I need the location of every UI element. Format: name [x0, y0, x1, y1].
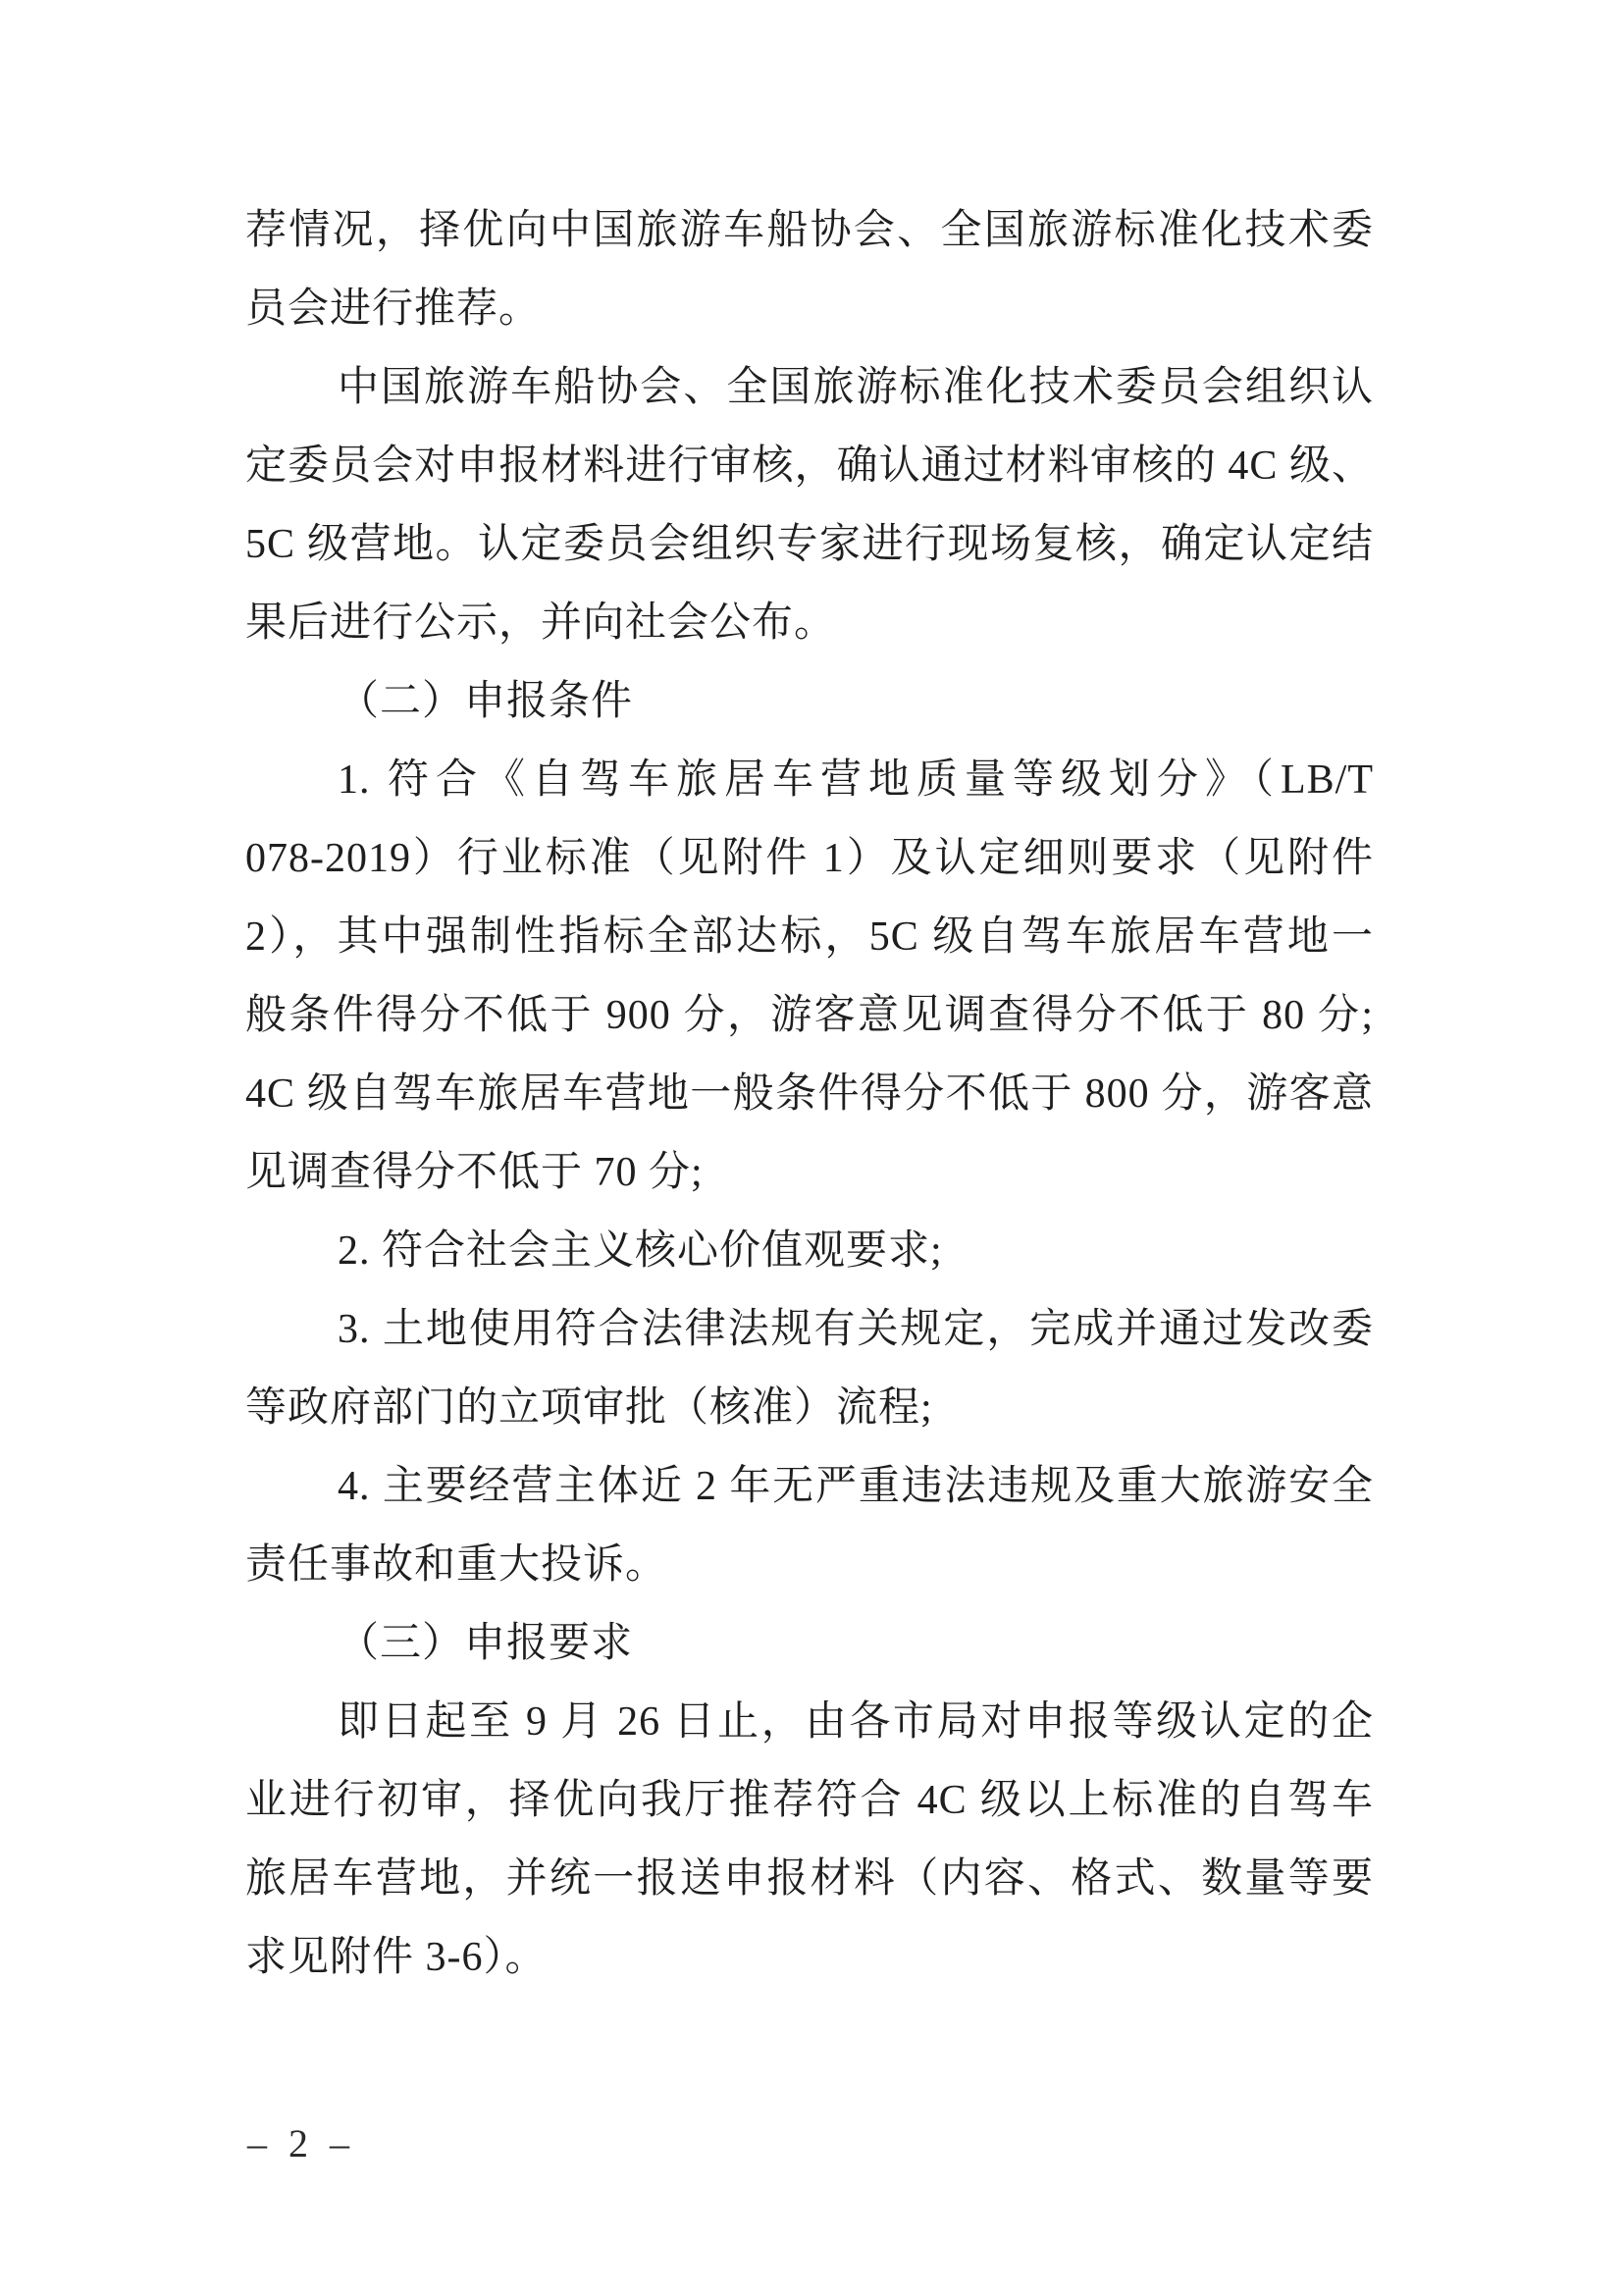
text-line: 定委员会对申报材料进行审核，确认通过材料审核的 4C 级、 — [245, 444, 1374, 489]
text-line: 员会进行推荐。 — [245, 287, 542, 332]
text-line: 即日起至 9 月 26 日止，由各市局对申报等级认定的企 — [338, 1699, 1374, 1745]
text-line: 5C 级营地。认定委员会组织专家进行现场复核，确定认定结 — [245, 522, 1374, 567]
text-line: 4C 级自驾车旅居车营地一般条件得分不低于 800 分，游客意 — [245, 1071, 1374, 1117]
page-number: – 2 – — [247, 2121, 355, 2166]
text-line: 中国旅游车船协会、全国旅游标准化技术委员会组织认 — [338, 365, 1374, 410]
section-heading: （三）申报要求 — [338, 1621, 634, 1666]
text-line: 等政府部门的立项审批（核准）流程; — [245, 1385, 933, 1431]
text-line: 2），其中强制性指标全部达标，5C 级自驾车旅居车营地一 — [245, 914, 1374, 960]
text-line: 078-2019）行业标准（见附件 1）及认定细则要求（见附件 — [245, 836, 1374, 881]
text-line: 般条件得分不低于 900 分，游客意见调查得分不低于 80 分; — [245, 993, 1374, 1038]
text-line: 求见附件 3-6）。 — [245, 1935, 548, 1980]
text-line: 1. 符合《自驾车旅居车营地质量等级划分》（LB/T — [338, 757, 1374, 803]
text-line: 4. 主要经营主体近 2 年无严重违法违规及重大旅游安全 — [338, 1464, 1374, 1509]
text-line: 荐情况，择优向中国旅游车船协会、全国旅游标准化技术委 — [245, 208, 1374, 253]
text-line: 旅居车营地，并统一报送申报材料（内容、格式、数量等要 — [245, 1856, 1374, 1902]
text-line: 3. 土地使用符合法律法规有关规定，完成并通过发改委 — [338, 1307, 1374, 1352]
section-heading: （二）申报条件 — [338, 679, 634, 724]
document-body — [245, 191, 1374, 1997]
text-line: 责任事故和重大投诉。 — [245, 1542, 668, 1588]
text-line: 2. 符合社会主义核心价值观要求; — [338, 1228, 943, 1274]
text-line: 业进行初审，择优向我厅推荐符合 4C 级以上标准的自驾车 — [245, 1778, 1374, 1823]
text-line: 见调查得分不低于 70 分; — [245, 1150, 704, 1195]
text-line: 果后进行公示，并向社会公布。 — [245, 600, 837, 646]
